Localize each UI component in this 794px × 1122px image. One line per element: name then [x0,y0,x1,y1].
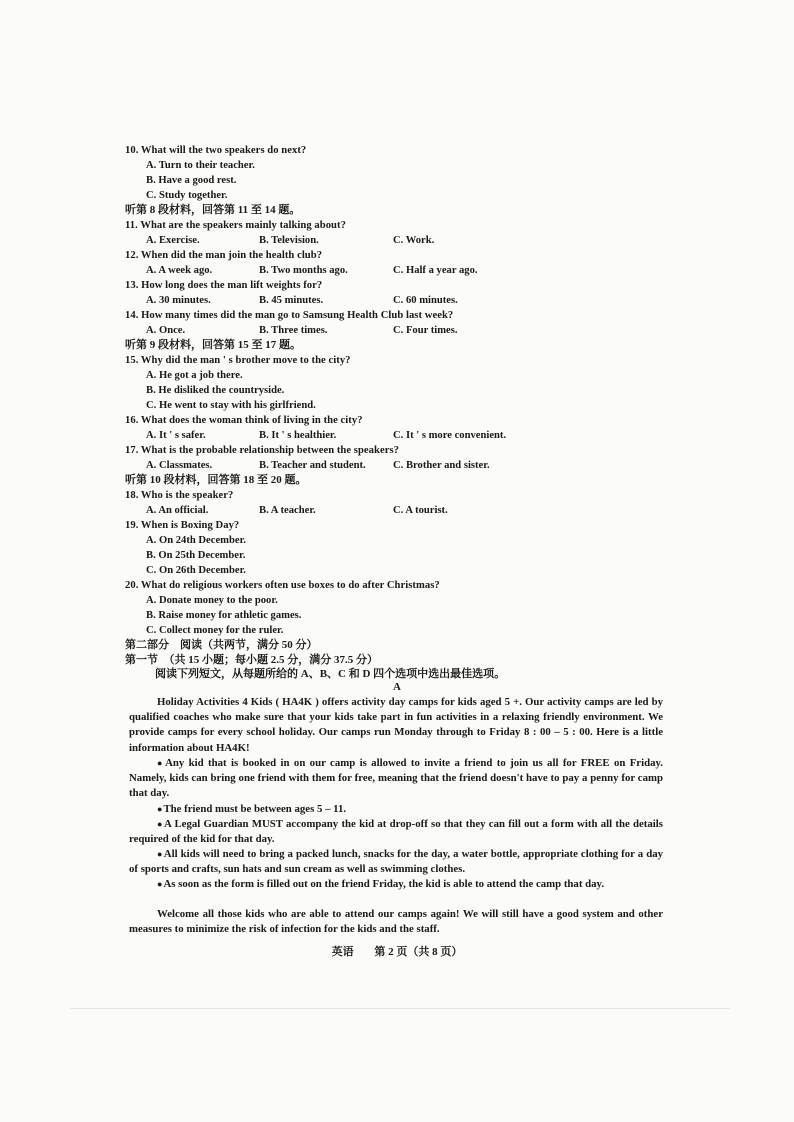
q19-option-c: C. On 26th December. [146,565,246,576]
passage-label: A [393,681,401,693]
q14-option-a: A. Once. [146,325,186,336]
passage-bullet-2 [129,802,663,817]
q19-option-b: B. On 25th December. [146,550,246,561]
q14-option-c: C. Four times. [393,325,458,336]
bullet-icon [157,848,164,860]
question-11: 11. What are the speakers mainly talking about? [125,220,346,231]
q13-option-c: C. 60 minutes. [393,295,458,306]
q11-option-b: B. Television. [259,235,319,246]
question-20: 20. What do religious workers often use boxes to do after Christmas? [125,580,440,591]
question-16: 16. What does the woman think of living in the city? [125,415,363,426]
q17-option-a: A. Classmates. [146,460,213,471]
q10-option-b: B. Have a good rest. [146,175,237,186]
q11-option-a: A. Exercise. [146,235,200,246]
q11-option-c: C. Work. [393,235,435,246]
question-14: 14. How many times did the man go to Samsung Health Club last week? [125,310,454,321]
page-footer [0,943,794,959]
q19-option-a: A. On 24th December. [146,535,246,546]
question-17: 17. What is the probable relationship between the speakers? [125,445,399,456]
question-19: 19. When is Boxing Day? [125,520,240,531]
q18-option-a: A. An official. [146,505,209,516]
q20-option-c: C. Collect money for the ruler. [146,625,284,636]
scan-edge-line [70,1008,730,1009]
bullet-1-text: Any kid that is booked in on our camp is allowed to invite a friend to join us all for FREE on Friday. Namely, kids can bring one friend with them for free, meaning that the friend doesn't have to pay a penny for camp that day. [129,757,664,800]
footer-subject: 英语 [331,946,354,958]
q10-option-a: A. Turn to their teacher. [146,160,255,171]
bullet-4-text: All kids will need to bring a packed lunch, snacks for the day, a water bottle, appropriate clothing for a day of sports and crafts, sun hats and sun cream as well as swimming clothes. [129,848,664,876]
section-9-instruction: 听第 9 段材料，回答第 15 至 17 题。 [125,339,301,351]
q17-option-b: B. Teacher and student. [259,460,366,471]
bullet-icon [157,818,164,830]
bullet-3-text: A Legal Guardian MUST accompany the kid at drop-off so that they can fill out a form with all the details required of the kid for that day. [129,818,664,846]
q14-option-b: B. Three times. [259,325,328,336]
q17-option-c: C. Brother and sister. [393,460,490,471]
q16-option-b: B. It ' s healthier. [259,430,337,441]
passage-bullet-4 [129,847,663,877]
reading-section-title: 第一节 （共 15 小题；每小题 2.5 分，满分 37.5 分） [125,654,378,666]
section-8-instruction: 听第 8 段材料，回答第 11 至 14 题。 [125,204,301,216]
q12-option-c: C. Half a year ago. [393,265,478,276]
question-12: 12. When did the man join the health club? [125,250,323,261]
q16-option-c: C. It ' s more convenient. [393,430,507,441]
q15-option-a: A. He got a job there. [146,370,243,381]
passage-bullet-3 [129,817,663,847]
question-10: 10. What will the two speakers do next? [125,145,307,156]
question-15: 15. Why did the man ' s brother move to the city? [125,355,351,366]
q15-option-c: C. He went to stay with his girlfriend. [146,400,316,411]
bullet-icon [157,757,165,769]
q20-option-b: B. Raise money for athletic games. [146,610,302,621]
reading-part-title: 第二部分 阅读（共两节，满分 50 分） [125,639,318,651]
q13-option-b: B. 45 minutes. [259,295,324,306]
footer-page-number: 第 2 页（共 8 页） [374,946,463,958]
reading-instruction: 阅读下列短文，从每题所给的 A、B、C 和 D 四个选项中选出最佳选项。 [155,668,506,680]
passage-bullet-5 [129,877,663,892]
q18-option-c: C. A tourist. [393,505,448,516]
passage-bullet-1 [129,756,663,802]
q10-option-c: C. Study together. [146,190,228,201]
q12-option-b: B. Two months ago. [259,265,348,276]
section-10-instruction: 听第 10 段材料，回答第 18 至 20 题。 [125,474,307,486]
question-18: 18. Who is the speaker? [125,490,234,501]
q13-option-a: A. 30 minutes. [146,295,211,306]
q18-option-b: B. A teacher. [259,505,316,516]
q15-option-b: B. He disliked the countryside. [146,385,285,396]
question-13: 13. How long does the man lift weights for? [125,280,323,291]
bullet-5-text: As soon as the form is filled out on the friend Friday, the kid is able to attend the camp that day. [163,878,605,890]
q16-option-a: A. It ' s safer. [146,430,206,441]
q20-option-a: A. Donate money to the poor. [146,595,278,606]
bullet-2-text: The friend must be between ages 5 – 11. [163,803,347,815]
q12-option-a: A. A week ago. [146,265,213,276]
passage-intro: Holiday Activities 4 Kids ( HA4K ) offers activity day camps for kids aged 5 +. Our activity camps are led by qualified coaches who make sure that your kids take part in fun activities in a relaxing friendly environment. We provide camps for every school holiday. Our camps run Monday through to Friday 8 : 00 – 5 : 00. Here is a little information about HA4K! [129,696,663,754]
passage-closing: Welcome all those kids who are able to attend our camps again! We will still have a good system and other measures to minimize the risk of infection for the kids and the staff. [129,908,663,936]
